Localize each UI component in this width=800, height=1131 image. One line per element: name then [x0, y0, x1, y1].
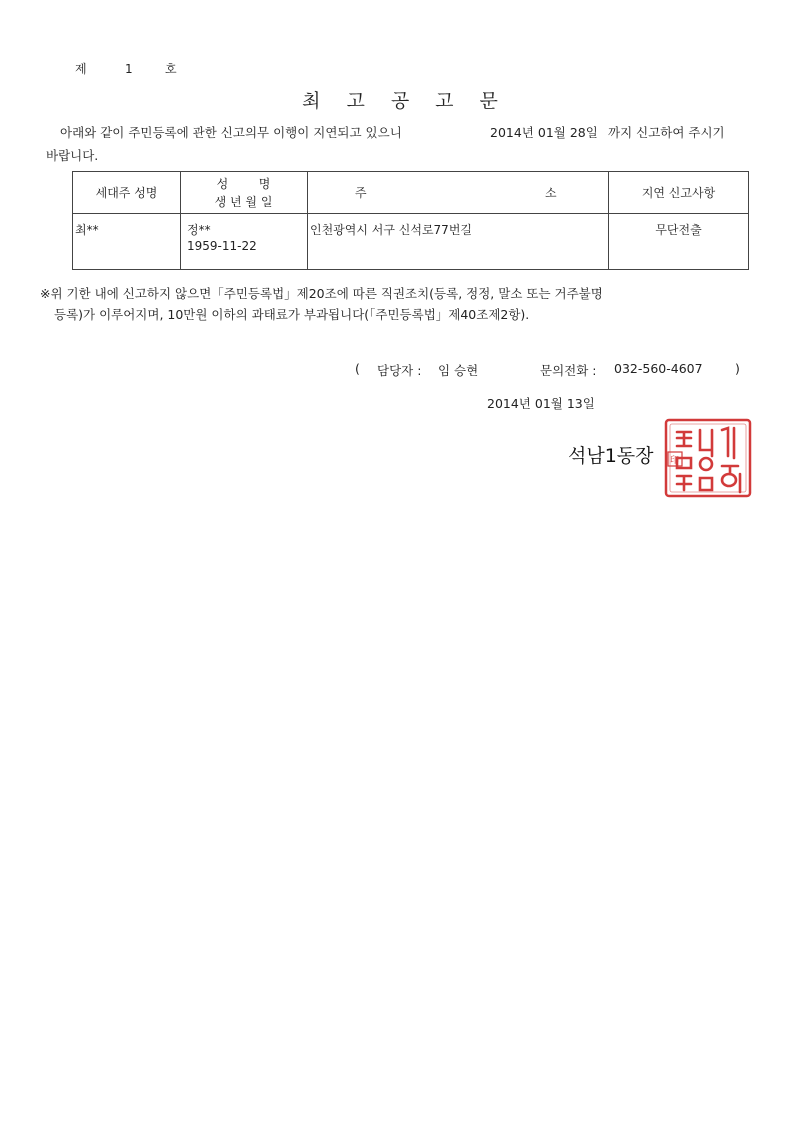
svg-text:印: 印: [670, 456, 680, 466]
header-name: 성 명: [216, 177, 271, 191]
official-seal: [650, 418, 752, 500]
contact-paren-open: (: [355, 361, 360, 376]
cell-householder: 최**: [75, 223, 99, 237]
deadline-date: 2014년 01월 28일: [490, 125, 598, 140]
phone-label: 문의전화 :: [540, 363, 597, 378]
notice-line1: ※위 기한 내에 신고하지 않으면「주민등록법」제20조에 따른 직권조치(등록, 정정, 말소 또는 거주불명: [40, 286, 603, 301]
intro-text-line1: 아래와 같이 주민등록에 관한 신고의무 이행이 지연되고 있으니: [60, 125, 402, 140]
document-number-value: 1: [125, 62, 134, 76]
issue-date: 2014년 01월 13일: [487, 396, 595, 411]
header-address-b: 소: [545, 186, 557, 200]
notice-line2: 등록)가 이루어지며, 10만원 이하의 과태료가 부과됩니다(「주민등록법」제40조제2항).: [54, 307, 530, 322]
document-number-prefix: 제: [75, 62, 88, 76]
phone-number: 032-560-4607: [614, 361, 703, 376]
cell-delay: 무단전출: [655, 223, 702, 237]
issuer-name: 석남1동장: [568, 445, 654, 467]
cell-birth: 1959-11-22: [187, 239, 257, 253]
manager-name: 임 승현: [438, 363, 479, 378]
seal-stamp-icon: [650, 418, 752, 500]
page-title: 최고공고문: [302, 90, 524, 112]
header-delay: 지연 신고사항: [641, 186, 716, 200]
notice-table: [72, 171, 749, 270]
intro-text-line1-tail: 까지 신고하여 주시기: [608, 125, 725, 140]
header-householder: 세대주 성명: [95, 186, 158, 200]
table-divider: [307, 172, 308, 269]
manager-label: 담당자 :: [377, 363, 422, 378]
table-divider: [73, 213, 748, 214]
document-number-suffix: 호: [165, 62, 178, 76]
document-number: [75, 60, 178, 77]
cell-name: 정**: [187, 223, 211, 237]
header-birth: 생 년 월 일: [214, 195, 273, 209]
contact-paren-close: ): [735, 361, 740, 376]
header-address-a: 주: [355, 186, 367, 200]
cell-address: 인천광역시 서구 신석로77번길: [310, 223, 473, 237]
intro-text-line2: 바랍니다.: [46, 148, 99, 163]
